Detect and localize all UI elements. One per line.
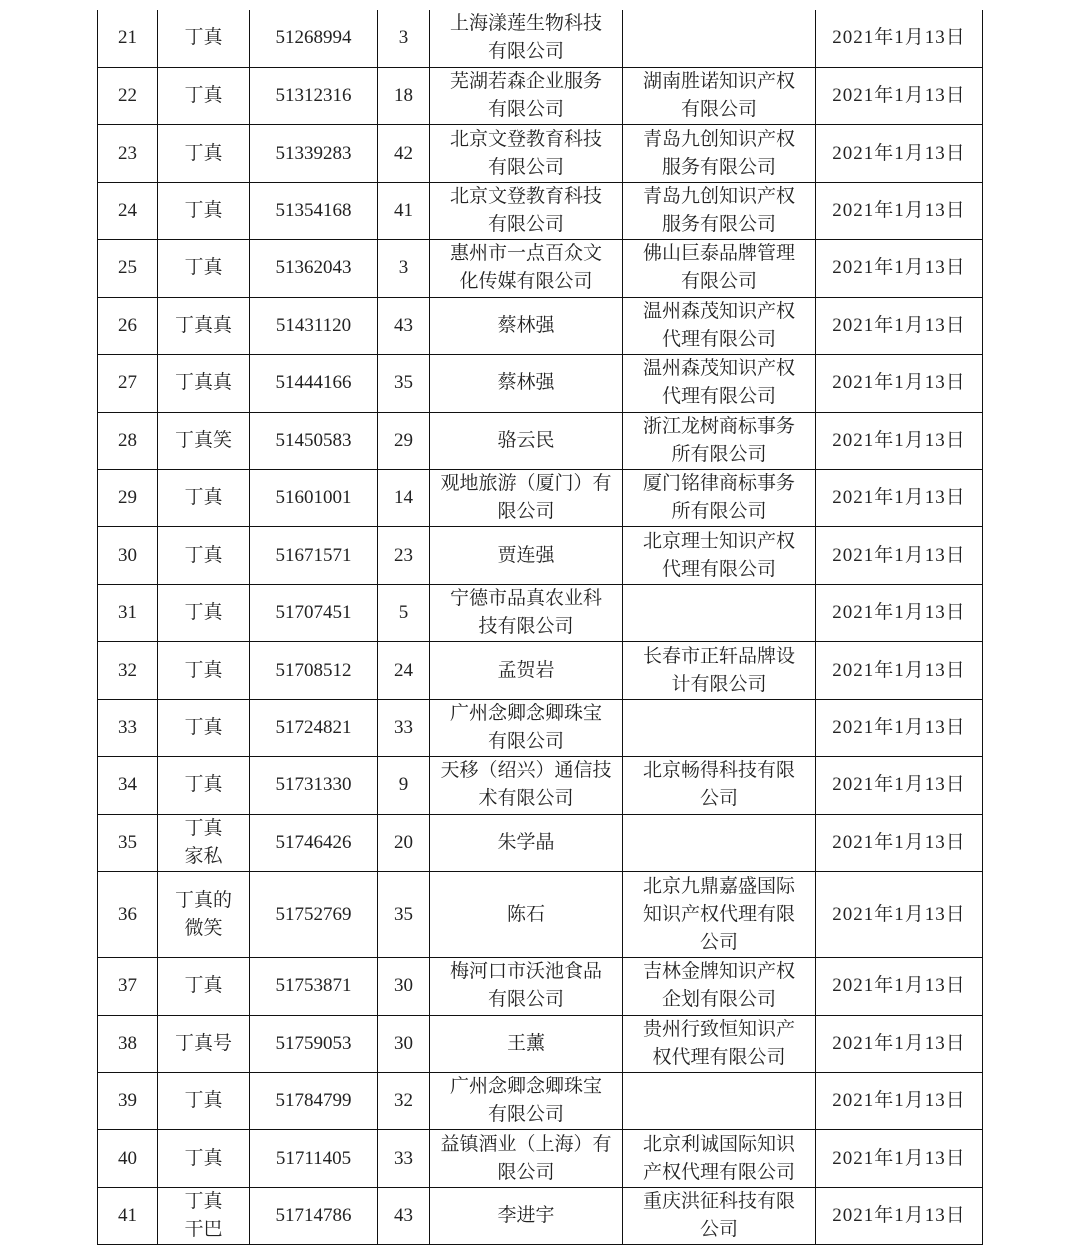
agent: 佛山巨泰品牌管理 有限公司 [623,240,816,297]
applicant: 蔡林强 [430,355,623,412]
date: 2021年1月13日 [816,699,983,756]
registration-number: 51354168 [250,182,378,239]
date: 2021年1月13日 [816,355,983,412]
registration-number: 51601001 [250,470,378,527]
trademark-name: 丁真 [158,470,250,527]
trademark-name: 丁真 [158,182,250,239]
registration-number: 51753871 [250,958,378,1015]
registration-number: 51362043 [250,240,378,297]
applicant: 孟贺岩 [430,642,623,699]
applicant: 蔡林强 [430,297,623,354]
table-row [98,67,983,124]
class-number: 24 [378,642,430,699]
trademark-name: 丁真 [158,584,250,641]
row-number: 37 [98,958,158,1015]
class-number: 33 [378,699,430,756]
registration-number: 51450583 [250,412,378,469]
class-number: 42 [378,125,430,182]
table-row [98,470,983,527]
applicant: 宁德市品真农业科 技有限公司 [430,584,623,641]
applicant: 朱学晶 [430,814,623,871]
row-number: 30 [98,527,158,584]
row-number: 31 [98,584,158,641]
registration-number: 51752769 [250,872,378,958]
date: 2021年1月13日 [816,67,983,124]
trademark-name: 丁真号 [158,1015,250,1072]
date: 2021年1月13日 [816,125,983,182]
applicant: 上海漾莲生物科技 有限公司 [430,10,623,67]
agent: 北京九鼎嘉盛国际 知识产权代理有限 公司 [623,872,816,958]
applicant: 天移（绍兴）通信技 术有限公司 [430,757,623,814]
registration-number: 51444166 [250,355,378,412]
date: 2021年1月13日 [816,240,983,297]
applicant: 骆云民 [430,412,623,469]
table-row [98,814,983,871]
agent [623,584,816,641]
class-number: 41 [378,182,430,239]
table-row [98,527,983,584]
registration-number: 51671571 [250,527,378,584]
trademark-name: 丁真 [158,527,250,584]
trademark-name: 丁真 [158,10,250,67]
applicant: 广州念卿念卿珠宝 有限公司 [430,1072,623,1129]
row-number: 21 [98,10,158,67]
trademark-name: 丁真真 [158,297,250,354]
date: 2021年1月13日 [816,642,983,699]
registration-number: 51339283 [250,125,378,182]
date: 2021年1月13日 [816,1130,983,1187]
table-row [98,1187,983,1244]
agent: 温州森茂知识产权 代理有限公司 [623,297,816,354]
row-number: 24 [98,182,158,239]
table-row [98,125,983,182]
trademark-name: 丁真 [158,958,250,1015]
applicant: 北京文登教育科技 有限公司 [430,182,623,239]
table-row [98,1130,983,1187]
table-row [98,1015,983,1072]
applicant: 观地旅游（厦门）有 限公司 [430,470,623,527]
trademark-table [97,10,983,1245]
applicant: 芜湖若森企业服务 有限公司 [430,67,623,124]
table-row [98,584,983,641]
table-row [98,355,983,412]
agent: 北京畅得科技有限 公司 [623,757,816,814]
row-number: 29 [98,470,158,527]
trademark-name: 丁真 [158,757,250,814]
class-number: 35 [378,872,430,958]
date: 2021年1月13日 [816,872,983,958]
registration-number: 51431120 [250,297,378,354]
row-number: 36 [98,872,158,958]
class-number: 43 [378,1187,430,1244]
row-number: 35 [98,814,158,871]
trademark-name: 丁真 干巴 [158,1187,250,1244]
registration-number: 51714786 [250,1187,378,1244]
agent: 吉林金牌知识产权 企划有限公司 [623,958,816,1015]
agent: 湖南胜诺知识产权 有限公司 [623,67,816,124]
date: 2021年1月13日 [816,470,983,527]
row-number: 25 [98,240,158,297]
registration-number: 51759053 [250,1015,378,1072]
row-number: 22 [98,67,158,124]
trademark-name: 丁真 家私 [158,814,250,871]
row-number: 28 [98,412,158,469]
table-row [98,757,983,814]
applicant: 惠州市一点百众文 化传媒有限公司 [430,240,623,297]
class-number: 30 [378,958,430,1015]
agent: 北京理士知识产权 代理有限公司 [623,527,816,584]
row-number: 23 [98,125,158,182]
table-row [98,1072,983,1129]
table-row [98,182,983,239]
date: 2021年1月13日 [816,527,983,584]
agent [623,814,816,871]
class-number: 20 [378,814,430,871]
trademark-name: 丁真的 微笑 [158,872,250,958]
registration-number: 51708512 [250,642,378,699]
table-row [98,872,983,958]
row-number: 32 [98,642,158,699]
table-row [98,642,983,699]
agent: 长春市正轩品牌设 计有限公司 [623,642,816,699]
class-number: 43 [378,297,430,354]
class-number: 14 [378,470,430,527]
date: 2021年1月13日 [816,1015,983,1072]
trademark-name: 丁真 [158,642,250,699]
agent: 厦门铭律商标事务 所有限公司 [623,470,816,527]
trademark-name: 丁真 [158,67,250,124]
trademark-name: 丁真笑 [158,412,250,469]
trademark-name: 丁真 [158,699,250,756]
row-number: 38 [98,1015,158,1072]
class-number: 5 [378,584,430,641]
date: 2021年1月13日 [816,10,983,67]
registration-number: 51711405 [250,1130,378,1187]
applicant: 梅河口市沃池食品 有限公司 [430,958,623,1015]
class-number: 3 [378,10,430,67]
trademark-name: 丁真真 [158,355,250,412]
row-number: 26 [98,297,158,354]
row-number: 34 [98,757,158,814]
applicant: 益镇酒业（上海）有 限公司 [430,1130,623,1187]
table-row [98,297,983,354]
table-row [98,958,983,1015]
class-number: 23 [378,527,430,584]
agent: 温州森茂知识产权 代理有限公司 [623,355,816,412]
agent [623,1072,816,1129]
applicant: 李进宇 [430,1187,623,1244]
date: 2021年1月13日 [816,412,983,469]
agent: 青岛九创知识产权 服务有限公司 [623,125,816,182]
table-row [98,240,983,297]
agent: 贵州行致恒知识产 权代理有限公司 [623,1015,816,1072]
date: 2021年1月13日 [816,297,983,354]
applicant: 王薰 [430,1015,623,1072]
registration-number: 51268994 [250,10,378,67]
date: 2021年1月13日 [816,814,983,871]
class-number: 3 [378,240,430,297]
agent: 青岛九创知识产权 服务有限公司 [623,182,816,239]
class-number: 18 [378,67,430,124]
registration-number: 51707451 [250,584,378,641]
class-number: 33 [378,1130,430,1187]
class-number: 35 [378,355,430,412]
agent: 北京利诚国际知识 产权代理有限公司 [623,1130,816,1187]
trademark-name: 丁真 [158,1130,250,1187]
registration-number: 51731330 [250,757,378,814]
agent: 重庆洪征科技有限 公司 [623,1187,816,1244]
applicant: 北京文登教育科技 有限公司 [430,125,623,182]
row-number: 33 [98,699,158,756]
row-number: 40 [98,1130,158,1187]
agent: 浙江龙树商标事务 所有限公司 [623,412,816,469]
applicant: 广州念卿念卿珠宝 有限公司 [430,699,623,756]
agent [623,10,816,67]
class-number: 30 [378,1015,430,1072]
trademark-name: 丁真 [158,1072,250,1129]
registration-number: 51312316 [250,67,378,124]
date: 2021年1月13日 [816,182,983,239]
date: 2021年1月13日 [816,1072,983,1129]
date: 2021年1月13日 [816,757,983,814]
agent [623,699,816,756]
date: 2021年1月13日 [816,1187,983,1244]
row-number: 39 [98,1072,158,1129]
class-number: 29 [378,412,430,469]
class-number: 9 [378,757,430,814]
trademark-name: 丁真 [158,240,250,297]
registration-number: 51746426 [250,814,378,871]
trademark-name: 丁真 [158,125,250,182]
row-number: 27 [98,355,158,412]
date: 2021年1月13日 [816,584,983,641]
row-number: 41 [98,1187,158,1244]
date: 2021年1月13日 [816,958,983,1015]
registration-number: 51784799 [250,1072,378,1129]
applicant: 陈石 [430,872,623,958]
table-row [98,412,983,469]
table-row [98,10,983,67]
class-number: 32 [378,1072,430,1129]
applicant: 贾连强 [430,527,623,584]
registration-number: 51724821 [250,699,378,756]
table-row [98,699,983,756]
